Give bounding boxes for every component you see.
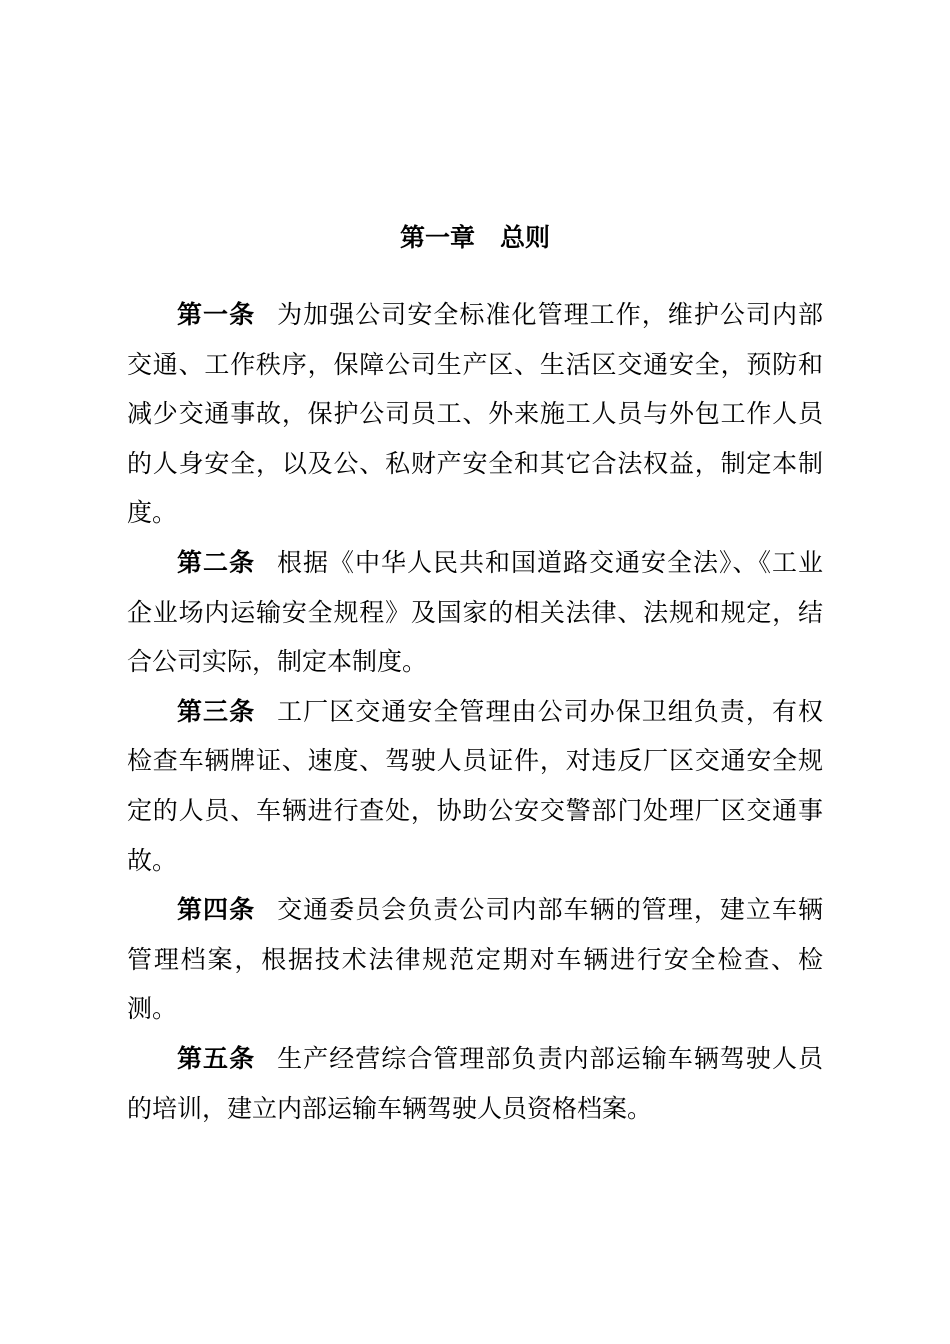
article-3 — [127, 687, 823, 885]
article-5 — [127, 1034, 823, 1133]
article-text: 根据《中华人民共和国道路交通安全法》、《工业企业场内运输安全规程》及国家的相关法律、法规和规定，结合公司实际，制定本制度。 — [127, 547, 823, 677]
chapter-title: 第一章 总则 — [399, 223, 550, 252]
document-body — [127, 290, 823, 1133]
article-1 — [127, 290, 823, 538]
article-4 — [127, 885, 823, 1034]
article-number: 第四条 — [177, 895, 256, 925]
article-text: 为加强公司安全标准化管理工作，维护公司内部交通、工作秩序，保障公司生产区、生活区交通安全，预防和减少交通事故，保护公司员工、外来施工人员与外包工作人员的人身安全，以及公、私财产安全和其它合法权益，制定本制度。 — [127, 300, 823, 528]
article-text: 交通委员会负责公司内部车辆的管理，建立车辆管理档案，根据技术法律规范定期对车辆进行安全检查、检测。 — [127, 895, 823, 1024]
article-number: 第二条 — [177, 547, 255, 577]
article-2 — [127, 538, 823, 687]
article-text: 工厂区交通安全管理由公司办保卫组负责，有权检查车辆牌证、速度、驾驶人员证件，对违反厂区交通安全规定的人员、车辆进行查处，协助公安交警部门处理厂区交通事故。 — [127, 696, 823, 875]
article-text: 生产经营综合管理部负责内部运输车辆驾驶人员的培训，建立内部运输车辆驾驶人员资格档案。 — [127, 1043, 823, 1123]
article-number: 第五条 — [177, 1043, 256, 1073]
article-number: 第三条 — [177, 696, 256, 726]
article-number: 第一条 — [177, 300, 256, 329]
